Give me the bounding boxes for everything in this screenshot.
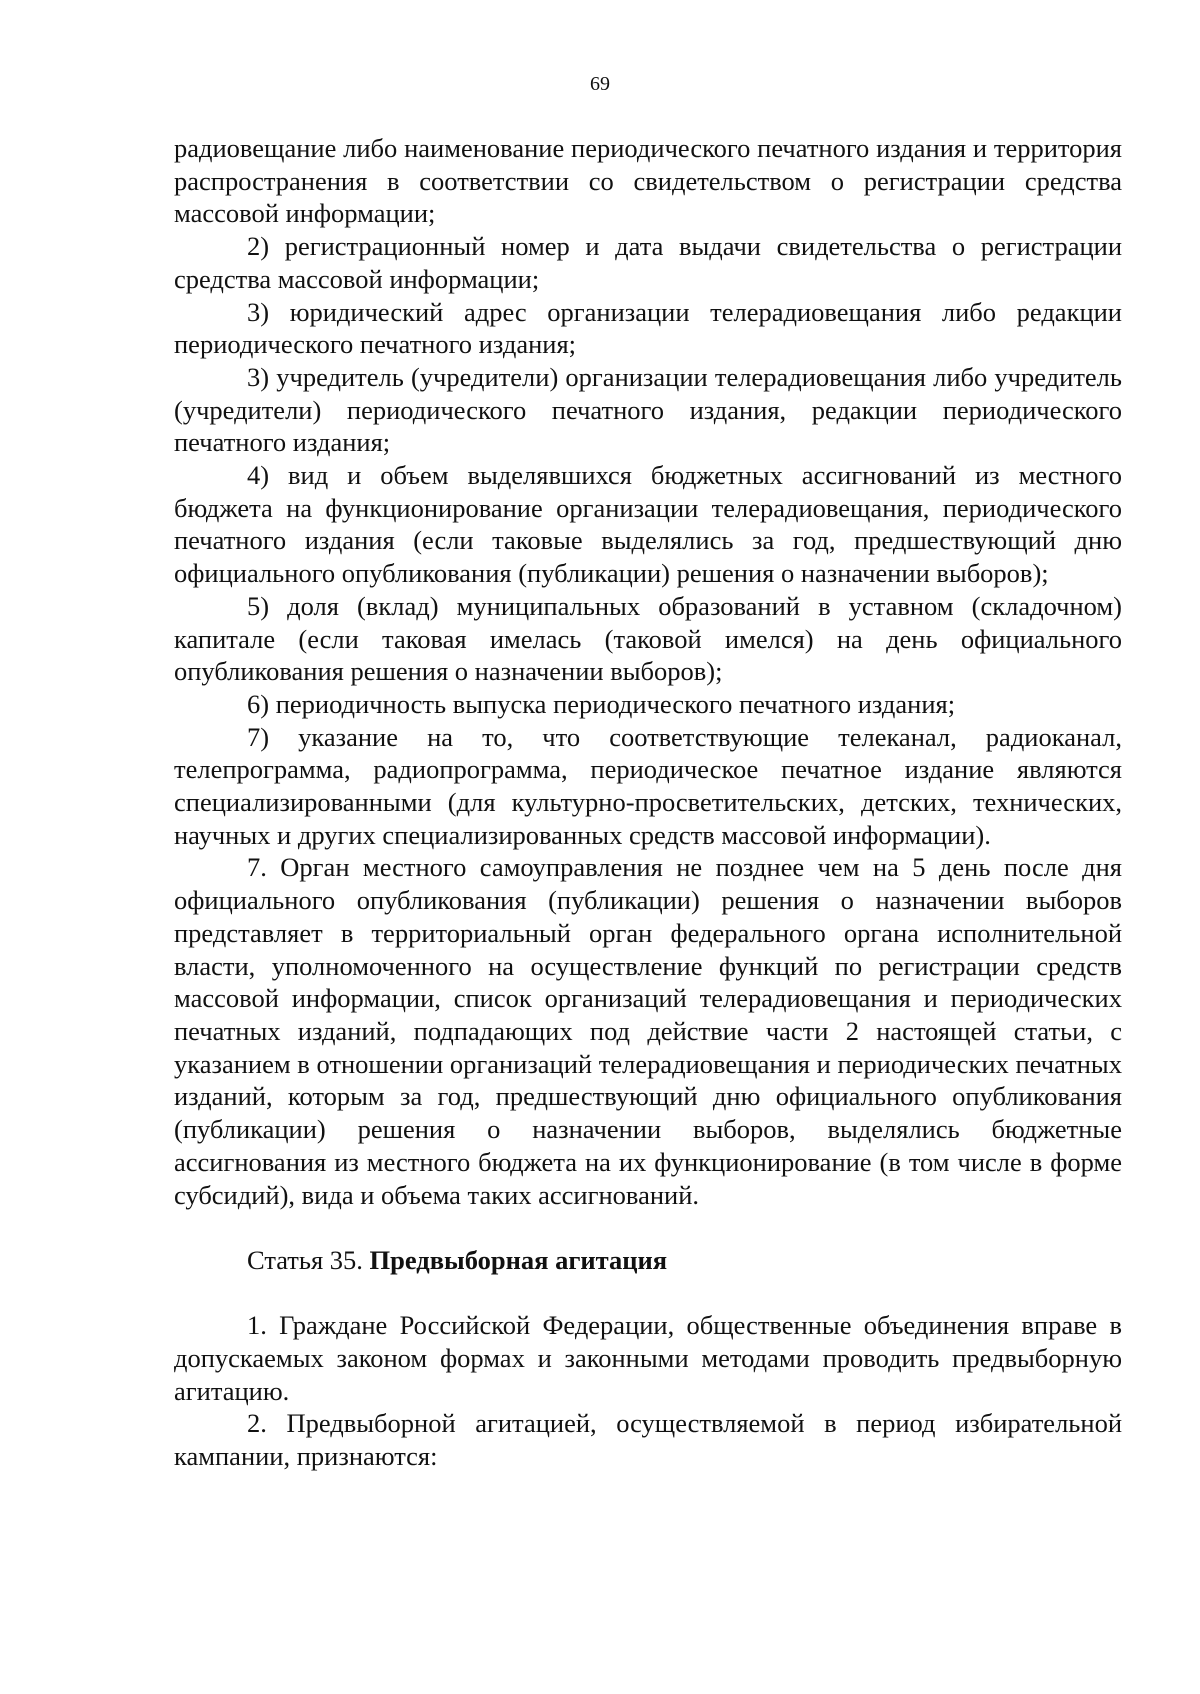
paragraph: 7. Орган местного самоуправления не позднее чем на 5 день после дня официального опубликования (публикации) решения о назначении выборов представляет в территориальный орган федерального органа исполнительной власти, уполномоченного на осуществление функций по регистрации средств массовой информации, список организаций телерадиовещания и периодических печатных изданий, подпадающих под действие части 2 настоящей статьи, с указанием в отношении организаций телерадиовещания и периодических печатных изданий, которым за год, предшествующий дню официального опубликования (публикации) решения о назначении выборов, выделялись бюджетные ассигнования из местного бюджета на их функционирование (в том числе в форме субсидий), вида и объема таких ассигнований. [174,852,1122,1210]
spacer [174,1277,1122,1310]
article-number: Статья 35. [247,1244,370,1275]
spacer [174,1211,1122,1244]
page-number: 69 [590,73,610,95]
document-body [174,132,1122,1473]
paragraph: 5) доля (вклад) муниципальных образований в уставном (складочном) капитале (если таковая имелась (таковой имелся) на день официального опубликования решения о назначении выборов); [174,590,1122,687]
paragraph-group-bottom [174,1309,1122,1473]
paragraph: радиовещание либо наименование периодического печатного издания и территория распространения в соответствии со свидетельством о регистрации средства массовой информации; [174,133,1122,229]
article-heading [174,1244,1122,1277]
paragraph: 4) вид и объем выделявшихся бюджетных ассигнований из местного бюджета на функционирование организации телерадиовещания, периодического печатного издания (если таковые выделялись за год, предшествующий дню официального опубликования (публикации) решения о назначении выборов); [174,460,1122,589]
article-title: Предвыборная агитация [369,1244,668,1275]
paragraph: 3) учредитель (учредители) организации телерадиовещания либо учредитель (учредители) периодического печатного издания, редакции периодического печатного издания; [174,361,1122,458]
paragraph-group-top [174,132,1122,1211]
paragraph: 2) регистрационный номер и дата выдачи свидетельства о регистрации средства массовой информации; [174,231,1122,294]
paragraph: 3) юридический адрес организации телерадиовещания либо редакции периодического печатного издания; [174,296,1122,360]
paragraph: 2. Предвыборной агитацией, осуществляемой в период избирательной кампании, признаются: [174,1408,1122,1472]
paragraph: 1. Граждане Российской Федерации, общественные объединения вправе в допускаемых законом формах и законными методами проводить предвыборную агитацию. [174,1310,1122,1406]
paragraph: 6) периодичность выпуска периодического печатного издания; [247,688,956,719]
paragraph: 7) указание на то, что соответствующие телеканал, радиоканал, телепрограмма, радиопрограмма, периодическое печатное издание являются специализированными (для культурно-просветительских, детских, технических, научных и других специализированных средств массовой информации). [174,721,1122,850]
